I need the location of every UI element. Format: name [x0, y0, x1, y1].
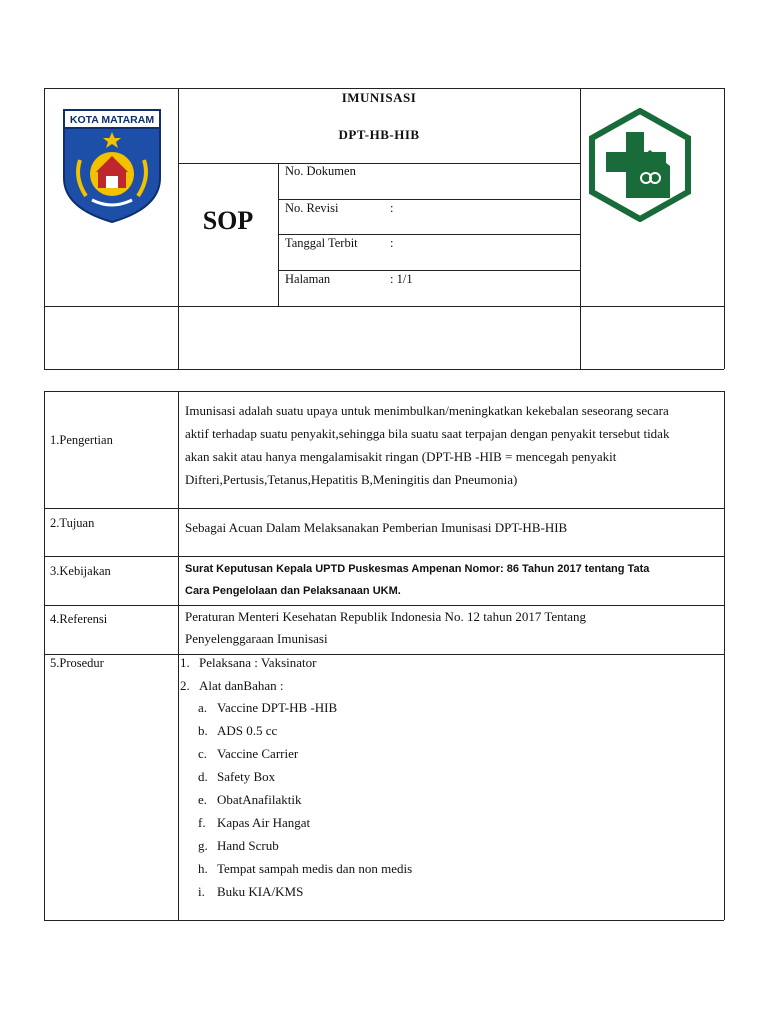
list-item-text: Alat danBahan : — [199, 678, 284, 693]
field-halaman-label: Halaman — [285, 272, 331, 286]
list-item: e. — [198, 792, 208, 807]
list-item-text: ADS 0.5 cc — [217, 723, 278, 738]
tujuan-text: Sebagai Acuan Dalam Melaksanakan Pemberian Imunisasi DPT-HB-HIB — [185, 520, 568, 535]
list-item: g. — [198, 838, 208, 853]
list-item: h. — [198, 861, 208, 876]
crest-label: KOTA MATARAM — [69, 114, 155, 126]
puskesmas-logo — [588, 108, 692, 222]
section-label-tujuan: 2.Tujuan — [50, 516, 95, 530]
field-halaman-value: : 1/1 — [390, 272, 413, 286]
list-item-text: Safety Box — [217, 769, 276, 784]
list-item-text: ObatAnafilaktik — [217, 792, 302, 807]
list-item-text: Tempat sampah medis dan non medis — [217, 861, 413, 876]
list-item: a. — [198, 700, 208, 715]
list-item-text: Kapas Air Hangat — [217, 815, 311, 830]
doc-title: IMUNISASI — [341, 90, 417, 105]
section-label-kebijakan: 3.Kebijakan — [50, 564, 111, 578]
list-item-text: Hand Scrub — [217, 838, 279, 853]
list-item: 1. — [180, 655, 190, 670]
sop-label: SOP — [202, 206, 254, 235]
section-label-pengertian: 1.Pengertian — [50, 433, 113, 447]
section-label-referensi: 4.Referensi — [50, 612, 108, 626]
prosedur-list — [180, 655, 720, 915]
field-no-revisi-label: No. Revisi — [285, 201, 339, 215]
kebijakan-text: Surat Keputusan Kepala UPTD Puskesmas Ampenan Nomor: 86 Tahun 2017 tentang Tata Cara Pengelolaan dan Pelaksanaan UKM. — [185, 563, 650, 597]
list-item: b. — [198, 723, 208, 738]
list-item: c. — [198, 746, 208, 761]
referensi-text: Peraturan Menteri Kesehatan Republik Indonesia No. 12 tahun 2017 Tentang Penyelenggaraan Imunisasi — [185, 609, 587, 646]
list-item: f. — [198, 815, 206, 830]
field-tanggal-terbit-label: Tanggal Terbit — [285, 236, 358, 250]
list-item: 2. — [180, 678, 190, 693]
list-item-text: Pelaksana : Vaksinator — [199, 655, 317, 670]
list-item: i. — [198, 884, 205, 899]
doc-subtitle: DPT-HB-HIB — [338, 127, 420, 142]
field-no-revisi-value: : — [390, 201, 394, 215]
list-item-text: Vaccine DPT-HB -HIB — [217, 700, 338, 715]
list-item-text: Vaccine Carrier — [217, 746, 299, 761]
section-label-prosedur: 5.Prosedur — [50, 656, 104, 670]
kota-mataram-crest — [62, 108, 162, 224]
list-item-text: Buku KIA/KMS — [217, 884, 304, 899]
pengertian-text: Imunisasi adalah suatu upaya untuk menimbulkan/meningkatkan kekebalan seseorang secara aktif terhadap suatu penyakit,sehingga bila suatu saat terpajan dengan penyakit tersebut tidak akan sakit atau hanya mengalamisakit ringan (DPT-HB -HIB = mencegah penyakit Difteri,Pertusis,Tetanus,Hepatitis B,Meningitis dan Pneumonia) — [185, 403, 670, 487]
list-item: d. — [198, 769, 208, 784]
field-tanggal-terbit-value: : — [390, 236, 394, 250]
field-no-dokumen-label: No. Dokumen — [285, 164, 356, 178]
